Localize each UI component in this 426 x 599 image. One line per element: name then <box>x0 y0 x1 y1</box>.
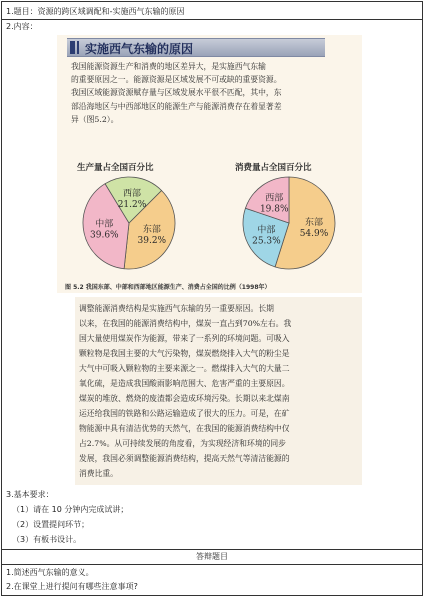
qa-title: 答辩题目 <box>196 552 228 561</box>
figure-caption: 图 5.2 我国东部、中部和西部地区能源生产、消费占全国的比例（1998年） <box>65 284 271 291</box>
requirement-item: （3）有板书设计。 <box>12 535 82 544</box>
text-line: 以来，在我国的能源消费结构中，煤炭一直占到70%左右。我 <box>79 319 292 328</box>
pie-chart-consumption <box>243 177 335 269</box>
pie-title-consumption: 消费量占全国百分比 <box>235 163 312 173</box>
text-line: 发展，我国必须调整能源消费结构，提高天然气等清洁能源的 <box>79 454 290 463</box>
text-line: 的重要原因之一。能源资源是区域发展不可或缺的重要资源。 <box>71 75 282 85</box>
text-line: 大气中可吸入颗粒物的主要来源之一。燃煤排入大气的大量二 <box>79 364 290 373</box>
text-line: 我国区域能源资源赋存量与区域发展水平很不匹配，其中，东 <box>71 88 282 98</box>
text-line: 我国能源资源生产和消费的地区差异大，是实施西气东输 <box>71 62 266 71</box>
divider <box>2 549 422 550</box>
pie-charts <box>57 171 362 281</box>
topic-line: 1.题目：资源的跨区域调配和-实施西气东输的原因 <box>6 7 185 16</box>
pie-category-label: 东部 <box>142 224 161 235</box>
textbook-image <box>57 35 362 485</box>
text-line: 异（图5.2）。 <box>71 114 119 124</box>
banner-mark-icon <box>77 41 79 54</box>
requirement-item: （1）请在 10 分钟内完成试讲； <box>12 505 129 514</box>
pie-title-production: 生产量占全国百分比 <box>77 163 154 173</box>
pie-category-label: 东部 <box>304 217 324 228</box>
qa-question: 1.简述西气东输的意义。 <box>6 568 94 577</box>
pie-value-label: 19.8% <box>259 204 289 215</box>
intro-paragraph <box>71 60 359 126</box>
text-line: 国大量使用煤炭作为能源，带来了一系列的环境问题。可吸入 <box>79 334 290 343</box>
text-line: 颗粒物是我国主要的大气污染物，煤炭燃烧排入大气的粉尘是 <box>79 349 290 358</box>
pie-value-label: 39.2% <box>137 235 167 246</box>
pie-value-label: 54.9% <box>299 228 329 239</box>
text-line: 物能源中具有清洁优势的天然气，在我国的能源消费结构中仅 <box>79 424 290 433</box>
text-line: 占2.7%。从可持续发展的角度看，为实现经济和环境的同步 <box>79 439 286 448</box>
body-paragraph <box>79 301 361 481</box>
divider <box>2 564 422 565</box>
requirements-heading: 3.基本要求： <box>6 490 54 499</box>
pie-value-label: 39.6% <box>90 230 119 241</box>
text-line: 氧化硫，是造成我国酸雨影响范围大、危害严重的主要原因。 <box>79 379 290 388</box>
pie-value-label: 25.3% <box>252 236 281 247</box>
text-line: 部沿海地区与中西部地区的能源生产与能源消费存在着显著差 <box>71 101 282 111</box>
qa-question: 2.在课堂上进行提问有哪些注意事项? <box>6 582 138 591</box>
banner-mark-icon <box>70 41 75 54</box>
pie-value-label: 21.2% <box>117 199 147 210</box>
section-banner <box>67 38 325 57</box>
text-line: 消费比重。 <box>79 469 118 478</box>
text-line: 煤炭的堆放、燃烧的废渣都会造成环境污染。长期以来北煤南 <box>79 394 290 403</box>
textbook-page-top <box>57 35 362 293</box>
text-line: 运还给我国的铁路和公路运输造成了很大的压力。可是，在矿 <box>79 409 290 418</box>
pie-category-label: 西部 <box>123 188 142 199</box>
pie-category-label: 中部 <box>257 225 276 236</box>
pie-category-label: 中部 <box>95 219 114 230</box>
requirement-item: （2）设置提问环节； <box>12 520 90 529</box>
pie-chart-production <box>83 177 175 269</box>
content-label: 2.内容： <box>6 22 38 31</box>
lesson-sheet <box>1 1 423 596</box>
pie-category-label: 西部 <box>265 193 284 204</box>
divider <box>2 19 422 20</box>
textbook-page-bottom <box>75 297 362 485</box>
section-title: 实施西气东输的原因 <box>85 42 194 56</box>
text-line: 调整能源消费结构是实施西气东输的另一重要原因。长期 <box>79 304 274 313</box>
